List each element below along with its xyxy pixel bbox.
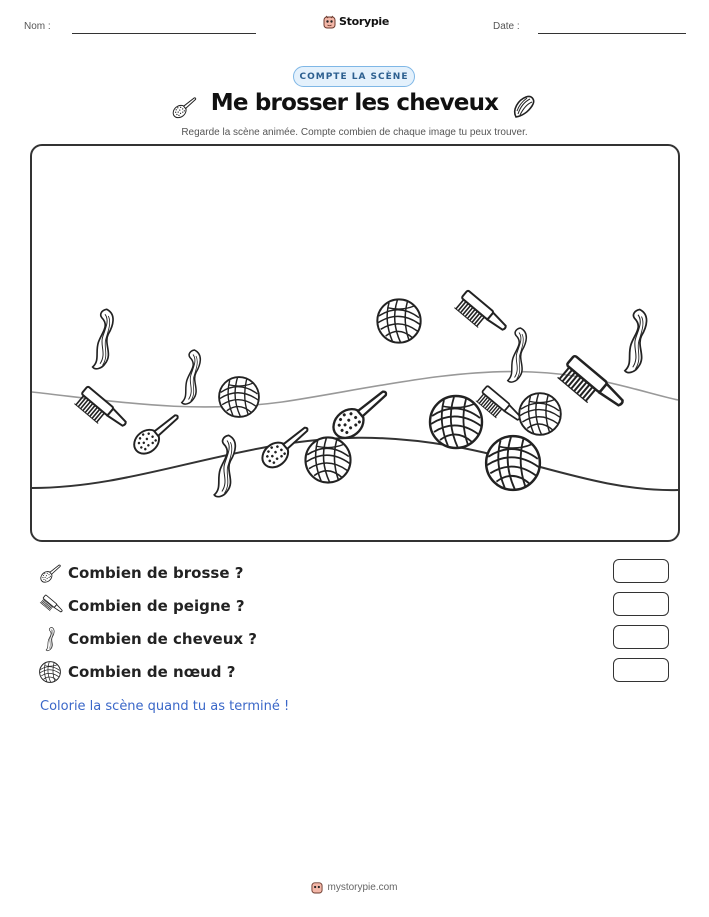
scene-hair-lock-icon (508, 328, 527, 382)
answer-box-knot[interactable] (613, 658, 669, 682)
date-field[interactable] (538, 33, 686, 34)
scene-knot-icon (377, 299, 420, 342)
scene-brush-icon (328, 383, 394, 444)
question-label: Combien de peigne ? (68, 597, 245, 615)
answer-box-hair[interactable] (613, 625, 669, 649)
coloring-note: Colorie la scène quand tu as terminé ! (40, 699, 290, 714)
page-title: Me brosser les cheveux (210, 90, 499, 116)
knot-icon (38, 658, 68, 686)
scene-hair-lock-icon (182, 350, 201, 404)
question-label: Combien de brosse ? (68, 564, 244, 582)
scene-knot-icon (219, 377, 259, 417)
counting-scene (30, 144, 680, 542)
date-label: Date : (493, 21, 520, 32)
question-label: Combien de cheveux ? (68, 630, 258, 648)
footer-brand (0, 880, 709, 894)
mascot-logo-icon (323, 14, 336, 29)
name-field[interactable] (72, 33, 256, 34)
question-row-hair (38, 625, 678, 653)
scene-knot-icon (519, 393, 561, 435)
question-row-comb (38, 592, 678, 620)
question-row-knot (38, 658, 678, 686)
name-label: Nom : (24, 21, 51, 32)
scene-comb-icon (557, 355, 626, 419)
activity-badge: COMPTE LA SCÈNE (293, 66, 415, 87)
scene-illustration (32, 146, 678, 540)
scene-comb-icon (454, 290, 509, 341)
scene-comb-icon (74, 386, 129, 437)
scene-knot-icon (305, 437, 350, 482)
brand-logo (323, 14, 389, 29)
question-label: Combien de nœud ? (68, 663, 236, 681)
mascot-logo-icon (311, 880, 323, 894)
scene-knot-icon (486, 436, 540, 490)
title-hair-icon (508, 92, 538, 122)
hair-lock-icon (38, 625, 68, 653)
scene-hair-lock-icon (625, 310, 647, 373)
answer-box-brush[interactable] (613, 559, 669, 583)
answer-box-comb[interactable] (613, 592, 669, 616)
brand-name: Storypie (339, 15, 390, 28)
comb-icon (38, 592, 68, 620)
instructions: Regarde la scène animée. Compte combien de chaque image tu peux trouver. (181, 127, 528, 138)
footer-site[interactable]: mystorypie.com (327, 881, 398, 893)
scene-knot-icon (430, 396, 482, 448)
scene-hair-lock-icon (214, 435, 235, 496)
question-row-brush (38, 559, 678, 587)
scene-brush-icon (129, 408, 184, 459)
scene-hair-lock-icon (93, 309, 113, 368)
brush-icon (38, 559, 68, 587)
